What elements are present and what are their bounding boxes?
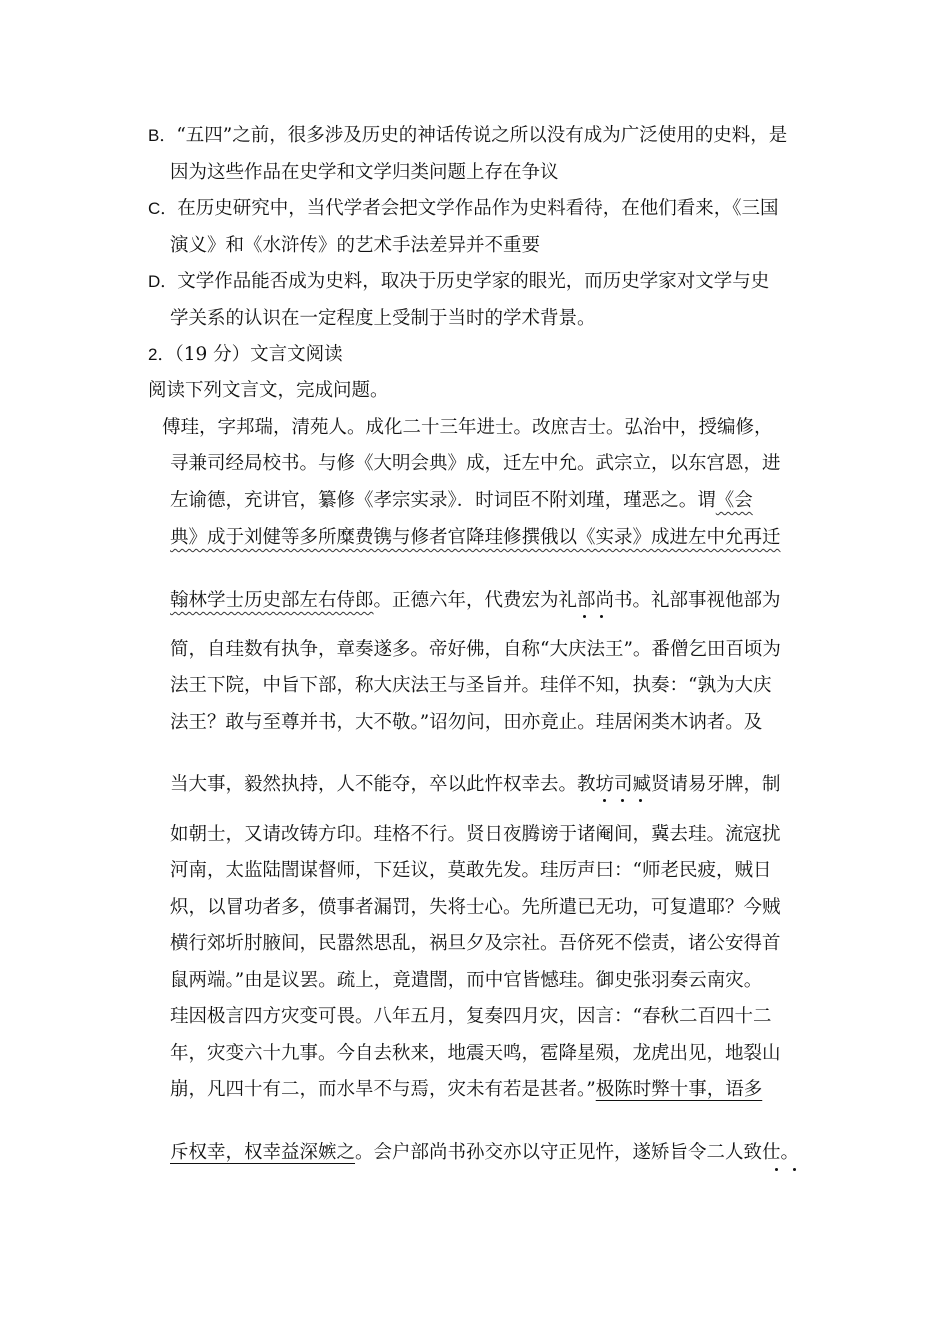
wavy-underlined-text: 翰林学士历史部左右侍郎 [170, 590, 374, 611]
option-b-line1 [148, 124, 787, 148]
emphasis-dot [793, 1168, 796, 1171]
option-d-line1 [148, 270, 769, 294]
option-c-line2: 演义》和《水浒传》的艺术手法差异并不重要 [170, 235, 541, 256]
option-b-line2: 因为这些作品在史学和文学归类问题上存在争议 [170, 162, 559, 183]
option-c-text: 在历史研究中，当代学者会把文学作品作为史料看待，在他们看来，《三国 [177, 198, 779, 219]
passage-text: 。会户部尚书孙交亦以守正见忤，遂矫旨令二人致仕。 [355, 1142, 800, 1163]
passage-text: 左谕德，充讲官，纂修《孝宗实录》．时词臣不附刘瑾，瑾恶之。谓 [170, 490, 716, 511]
option-b-text: “五四”之前，很多涉及历史的神话传说之所以没有成为广泛使用的史料，是 [176, 125, 788, 146]
emphasis-dot [603, 799, 606, 802]
option-c-line1 [148, 197, 779, 221]
passage-line: 寻兼司经局校书。与修《大明会典》成，迁左中允。武宗立，以东宫恩，进 [170, 453, 781, 474]
passage-text: 。正德六年，代费宏为礼部尚书。礼部事视他部为 [373, 590, 781, 611]
passage-line [170, 1078, 762, 1102]
passage-line: 简，自珪数有执争，章奏遂多。帝好佛，自称“大庆法王”。番僧乞田百顷为 [170, 639, 781, 660]
passage-line: 法王下院，中旨下部，称大庆法王与圣旨并。珪佯不知，执奏：“孰为大庆 [170, 675, 772, 696]
passage-line: 傅珪，字邦瑞，清苑人。成化二十三年进士。改庶吉士。弘治中，授编修， [162, 417, 773, 438]
underlined-text: 极陈时弊十事，语多 [595, 1079, 763, 1100]
passage-line: 珪因极言四方灾变可畏。八年五月，复奏四月灾，因言：“春秋二百四十二 [170, 1006, 772, 1027]
question-label: （19 分）文言文阅读 [174, 344, 343, 365]
passage-line: 炽，以冒功者多，偾事者漏罚，失将士心。先所遣已无功，可复遣耶？今贼 [170, 897, 781, 918]
emphasis-dot [621, 799, 624, 802]
passage-line [170, 589, 781, 613]
instruction: 阅读下列文言文，完成问题。 [148, 380, 389, 401]
option-d-text: 文学作品能否成为史料，取决于历史学家的眼光，而历史学家对文学与史 [177, 271, 770, 292]
option-d-line2: 学关系的认识在一定程度上受制于当时的学术背景。 [170, 308, 596, 329]
question-number: 2． [148, 345, 175, 364]
passage-line [170, 1141, 799, 1165]
underlined-text: 斥权幸，权幸益深嫉之 [170, 1142, 356, 1163]
emphasis-dot [583, 615, 586, 618]
passage-line: 河南，太监陆誾谋督师，下廷议，莫敢先发。珪厉声曰：“师老民疲，贼日 [170, 860, 772, 881]
option-d-letter: D． [148, 272, 178, 291]
option-c-letter: C． [148, 199, 178, 218]
wavy-underlined-text: 《会 [715, 490, 753, 511]
passage-line: 年，灾变六十九事。今自去秋来，地震天鸣，雹降星殒，龙虎出见，地裂山 [170, 1043, 781, 1064]
passage-line: 法王？敢与至尊并书，大不敬。”诏勿问，田亦竟止。珪居闲类木讷者。及 [170, 712, 763, 733]
emphasis-dot [600, 615, 603, 618]
passage-line: 鼠两端。”由是议罢。疏上，竟遣誾，而中官皆憾珪。御史张羽奏云南灾。 [170, 970, 763, 991]
question-heading [148, 343, 343, 367]
emphasis-dot [775, 1168, 778, 1171]
passage-line: 如朝士，又请改铸方印。珪格不行。贤日夜腾谤于诸阉间，冀去珪。流寇扰 [170, 824, 781, 845]
passage-line: 横行郊圻肘腋间，民嚣然思乱，祸旦夕及宗社。吾侪死不偿责，诸公安得首 [170, 933, 781, 954]
option-b-letter: B． [148, 126, 177, 145]
wavy-underlined-passage: 典》成于刘健等多所糜费镌与修者官降珪修撰俄以《实录》成进左中允再迁 [170, 527, 781, 548]
passage-line: 当大事，毅然执持，人不能夺，卒以此忤权幸去。教坊司臧贤请易牙牌，制 [170, 774, 781, 795]
passage-text: 崩，凡四十有二，而水旱不与焉，灾未有若是甚者。” [170, 1079, 596, 1100]
emphasis-dot [639, 799, 642, 802]
passage-line [170, 489, 753, 513]
